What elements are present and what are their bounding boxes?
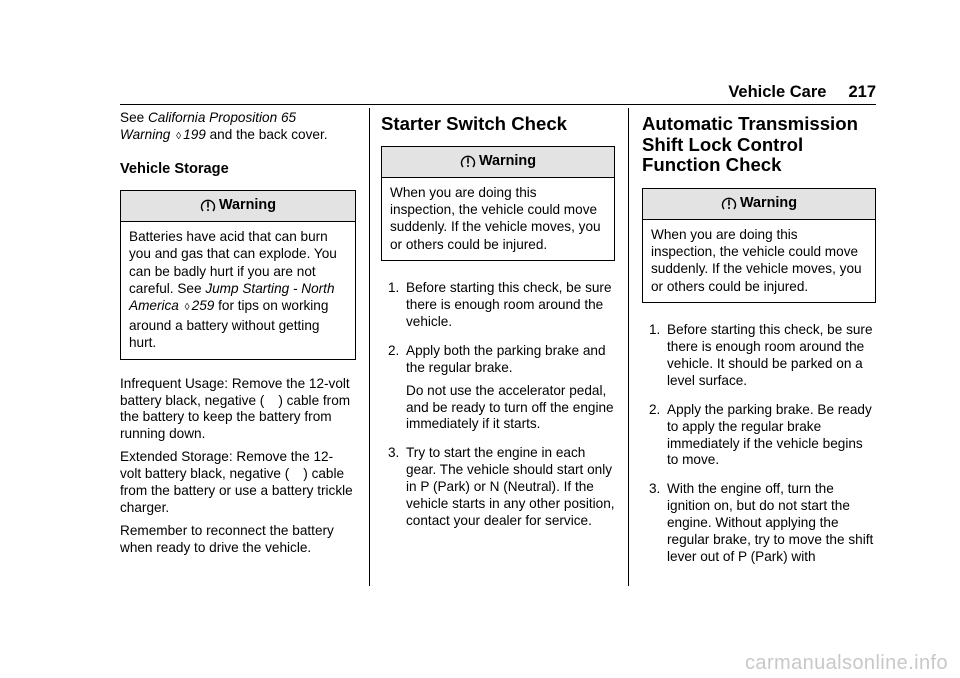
- step-paragraph: Apply both the parking brake and the regular brake.: [406, 342, 606, 375]
- list-item: [642, 322, 876, 396]
- step-text: [667, 322, 876, 396]
- extended-storage-text-a: Extended Storage: Remove the 12-volt battery black, negative (: [120, 449, 334, 482]
- column-2: [381, 110, 615, 542]
- step-text: [406, 343, 615, 440]
- step-text: [667, 402, 876, 476]
- warning-box-starter: [381, 146, 615, 262]
- warning-title: Warning: [478, 153, 537, 170]
- warning-title: Warning: [218, 197, 277, 214]
- heading-line-2: Shift Lock Control: [642, 133, 804, 155]
- intro-page[interactable]: 199: [183, 126, 206, 142]
- section-title: Vehicle Care: [728, 83, 827, 101]
- step-number: 2.: [388, 342, 400, 358]
- warning-page[interactable]: 259: [191, 298, 215, 314]
- warning-text-2: for tips on working around a battery without getting hurt.: [129, 298, 329, 351]
- step-paragraph: With the engine off, turn the ignition on, but do not start the engine. Without applying the regular brake, try to move the shift lever out of P (Park) with: [667, 481, 874, 564]
- warning-title: Warning: [739, 195, 798, 212]
- infrequent-usage-paragraph: [120, 376, 354, 444]
- step-number: 3.: [649, 481, 661, 497]
- step-number: 3.: [388, 445, 400, 461]
- extended-storage-text-b: ) cable from the battery or use a battery trickle charger.: [120, 466, 353, 515]
- heading-line-3: Function Check: [642, 154, 782, 175]
- step-paragraph: Try to start the engine in each gear. The vehicle should start only in P (Park) or N (Neutral). If the vehicle starts in any other position, contact your dealer for service.: [406, 445, 615, 528]
- warning-text-1: Batteries have acid that can burn you and gas that can explode. You can be badly hurt if you are not careful. See: [129, 228, 337, 297]
- list-item: [381, 280, 615, 337]
- step-text: [406, 280, 615, 337]
- list-item: [381, 445, 615, 536]
- warning-header: [643, 189, 875, 220]
- column-divider-1: [369, 108, 370, 586]
- intro-link[interactable]: California Proposition 65 Warning: [120, 110, 297, 142]
- step-paragraph: Before starting this check, be sure there is enough room around the vehicle. It should be parked on a level surface.: [667, 322, 873, 388]
- list-item: [642, 402, 876, 476]
- warning-header: [382, 147, 614, 178]
- step-number: 2.: [649, 401, 661, 417]
- vehicle-storage-heading: Vehicle Storage: [120, 160, 229, 177]
- step-number: 1.: [388, 280, 400, 296]
- page-number: 217: [848, 83, 876, 101]
- page-header: [728, 84, 876, 104]
- step-paragraph: Before starting this check, be sure there is enough room around the vehicle.: [406, 280, 612, 329]
- reference-arrow-icon: ◊: [176, 130, 182, 142]
- extended-storage-paragraph: [120, 449, 354, 517]
- reference-arrow-icon: ◊: [184, 302, 190, 314]
- shift-lock-heading: [642, 114, 876, 176]
- warning-body: [121, 222, 355, 359]
- watermark: carmanualsonline.info: [745, 652, 948, 674]
- list-item: [381, 343, 615, 440]
- heading-line-1: Automatic Transmission: [642, 113, 858, 134]
- step-paragraph: Apply the parking brake. Be ready to apply the regular brake immediately if the vehicle begins to move.: [667, 401, 872, 468]
- infrequent-usage-text-a: Infrequent Usage: Remove the 12-volt battery black, negative (: [120, 375, 350, 408]
- warning-circle-icon: [200, 198, 216, 214]
- warning-box-shift-lock: [642, 188, 876, 304]
- warning-link[interactable]: Jump Starting - North America: [129, 281, 335, 314]
- warning-circle-icon: [721, 196, 737, 212]
- warning-body: When you are doing this inspection, the vehicle could move suddenly. If the vehicle moves, you or others could be injured.: [651, 226, 862, 294]
- reconnect-paragraph: Remember to reconnect the battery when ready to drive the vehicle.: [120, 522, 334, 555]
- infrequent-usage-text-b: ) cable from the battery to keep the battery from running down.: [120, 392, 351, 442]
- warning-circle-icon: [460, 154, 476, 170]
- step-note: Do not use the accelerator pedal, and be ready to turn off the engine immediately if it starts.: [406, 382, 614, 432]
- intro-tail: and the back cover.: [209, 126, 328, 142]
- column-divider-2: [628, 108, 629, 586]
- starter-switch-heading: Starter Switch Check: [381, 113, 568, 134]
- column-1: [120, 110, 356, 563]
- warning-header: [121, 191, 355, 222]
- warning-body: When you are doing this inspection, the vehicle could move suddenly. If the vehicle moves, you or others could be injured.: [390, 184, 601, 252]
- starter-steps-list: [381, 280, 615, 536]
- column-3: [642, 110, 876, 578]
- intro-paragraph: [120, 110, 335, 146]
- step-number: 1.: [649, 322, 661, 338]
- intro-see: See: [120, 110, 145, 125]
- header-rule: [120, 104, 876, 105]
- step-text: [667, 481, 876, 572]
- warning-box-battery: [120, 190, 356, 360]
- shift-lock-steps-list: [642, 322, 876, 572]
- step-text: [406, 445, 615, 536]
- list-item: [642, 481, 876, 572]
